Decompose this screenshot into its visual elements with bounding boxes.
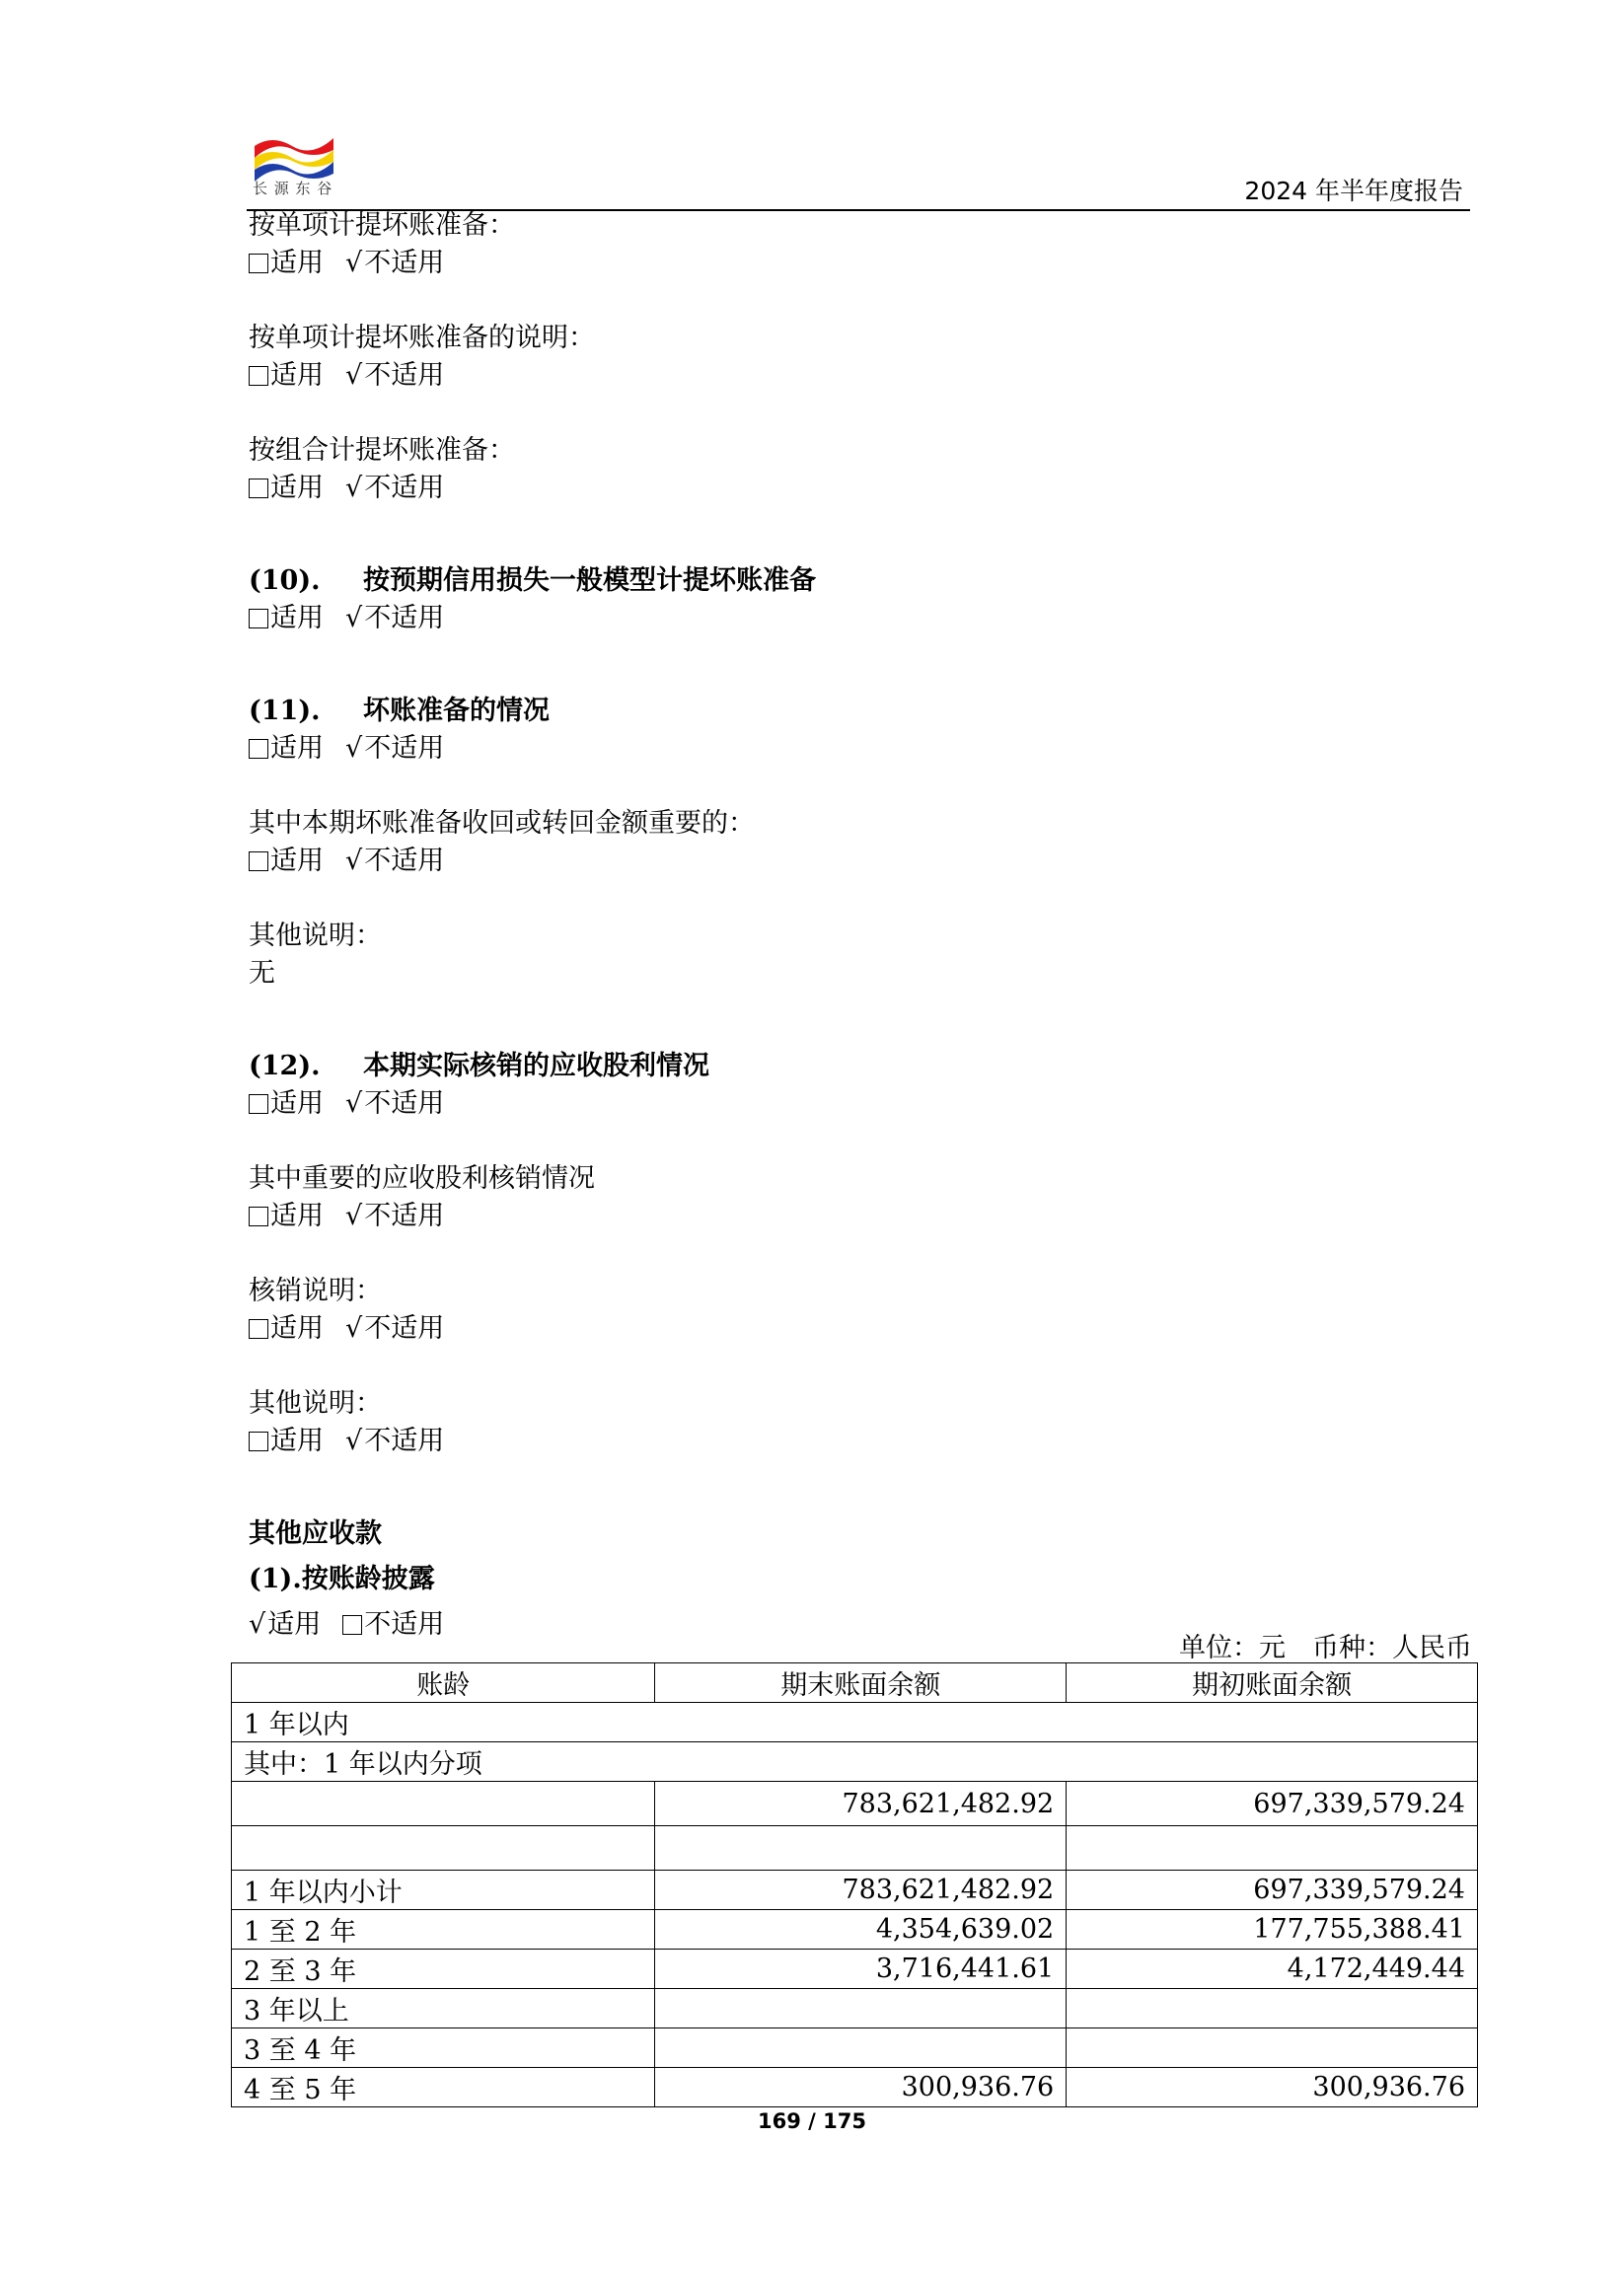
applicability-options [249, 1198, 1472, 1235]
table-cell-label: 其中：1 年以内分项 [232, 1742, 1478, 1782]
table-cell-ending [655, 1989, 1067, 2028]
table-row [232, 1871, 1478, 1910]
column-header-aging: 账龄 [232, 1663, 655, 1703]
checkbox-empty-icon [249, 609, 268, 628]
paragraph: 按组合计提坏账准备： [249, 435, 515, 466]
option-applicable: 适用 [249, 245, 324, 282]
checkmark-icon: √ [345, 1088, 363, 1119]
table-cell-label: 1 年以内小计 [232, 1871, 655, 1910]
table-cell-ending: 3,716,441.61 [655, 1950, 1067, 1989]
table-cell-beginning [1067, 2028, 1478, 2068]
checkmark-icon: √ [345, 1313, 363, 1344]
checkbox-empty-icon [249, 1094, 268, 1114]
option-not-applicable: √不适用 [345, 1310, 444, 1348]
table-cell-label [232, 1782, 655, 1826]
table-row [232, 1910, 1478, 1950]
option-applicable-checked: √适用 [249, 1606, 321, 1644]
paragraph: 其他说明： [249, 1388, 382, 1419]
section-heading-10: (10). 按预期信用损失一般模型计提坏账准备 [249, 565, 816, 596]
applicability-options [249, 730, 1472, 768]
checkbox-empty-icon [249, 851, 268, 871]
table-row [232, 1703, 1478, 1742]
option-applicable: 适用 [249, 600, 324, 637]
table-cell-ending: 783,621,482.92 [655, 1782, 1067, 1826]
option-not-applicable: √不适用 [345, 1198, 444, 1235]
table-cell-beginning [1067, 1989, 1478, 2028]
checkmark-icon: √ [345, 733, 363, 764]
option-not-applicable: √不适用 [345, 1085, 444, 1123]
paragraph: 其中本期坏账准备收回或转回金额重要的： [249, 808, 755, 839]
section-heading-12: (12). 本期实际核销的应收股利情况 [249, 1051, 709, 1081]
aging-table [231, 1662, 1478, 2107]
checkmark-icon: √ [345, 1426, 363, 1456]
applicability-options [249, 600, 1472, 637]
applicability-options [249, 1423, 1472, 1460]
table-cell-ending: 4,354,639.02 [655, 1910, 1067, 1950]
unit-currency-line: 单位：元 币种：人民币 [1179, 1633, 1472, 1663]
company-logo-text: 长 源 东 谷 [253, 180, 333, 197]
table-cell-label: 4 至 5 年 [232, 2068, 655, 2107]
table-cell-beginning: 177,755,388.41 [1067, 1910, 1478, 1950]
table-cell-beginning: 300,936.76 [1067, 2068, 1478, 2107]
paragraph: 按单项计提坏账准备： [249, 210, 515, 241]
checkmark-icon: √ [345, 360, 363, 391]
option-applicable: 适用 [249, 470, 324, 507]
table-cell-beginning: 697,339,579.24 [1067, 1871, 1478, 1910]
table-row [232, 2028, 1478, 2068]
table-cell-ending [655, 2028, 1067, 2068]
checkbox-empty-icon [342, 1615, 362, 1635]
applicability-options [249, 357, 1472, 395]
table-cell-ending: 783,621,482.92 [655, 1871, 1067, 1910]
applicability-options [249, 245, 1472, 282]
table-cell-beginning: 697,339,579.24 [1067, 1782, 1478, 1826]
section-title-other-receivables: 其他应收款 [249, 1518, 382, 1549]
option-not-applicable: √不适用 [345, 470, 444, 507]
table-cell-label: 2 至 3 年 [232, 1950, 655, 1989]
paragraph: 其中重要的应收股利核销情况 [249, 1163, 595, 1194]
paragraph: 核销说明： [249, 1276, 382, 1306]
table-row [232, 1826, 1478, 1871]
option-not-applicable: √不适用 [345, 357, 444, 395]
checkmark-icon: √ [345, 473, 363, 503]
subsection-aging-disclosure: (1).按账龄披露 [249, 1564, 435, 1594]
option-not-applicable: √不适用 [345, 730, 444, 768]
option-not-applicable: √不适用 [345, 1423, 444, 1460]
paragraph: 按单项计提坏账准备的说明： [249, 323, 595, 353]
table-cell-beginning: 4,172,449.44 [1067, 1950, 1478, 1989]
option-not-applicable: 不适用 [342, 1606, 444, 1644]
applicability-options [249, 1310, 1472, 1348]
report-title: 2024 年半年度报告 [1244, 177, 1463, 205]
checkmark-icon: √ [345, 1201, 363, 1231]
option-not-applicable: √不适用 [345, 600, 444, 637]
option-applicable: 适用 [249, 1423, 324, 1460]
applicability-options [249, 1085, 1472, 1123]
option-not-applicable: √不适用 [345, 843, 444, 880]
page-content [249, 207, 1472, 1644]
column-header-ending-balance: 期末账面余额 [655, 1663, 1067, 1703]
column-header-beginning-balance: 期初账面余额 [1067, 1663, 1478, 1703]
table-cell-label: 3 至 4 年 [232, 2028, 655, 2068]
table-cell-label: 1 年以内 [232, 1703, 1478, 1742]
option-applicable: 适用 [249, 357, 324, 395]
option-applicable: 适用 [249, 1198, 324, 1235]
table-row [232, 1742, 1478, 1782]
checkbox-empty-icon [249, 254, 268, 273]
checkmark-icon: √ [249, 1609, 266, 1640]
checkbox-empty-icon [249, 479, 268, 498]
checkmark-icon: √ [345, 846, 363, 876]
table-cell-ending: 300,936.76 [655, 2068, 1067, 2107]
checkbox-empty-icon [249, 739, 268, 759]
table-row [232, 1950, 1478, 1989]
checkbox-empty-icon [249, 1319, 268, 1339]
table-cell-beginning [1067, 1826, 1478, 1871]
table-header-row [232, 1663, 1478, 1703]
table-cell-label: 3 年以上 [232, 1989, 655, 2028]
applicability-options [249, 843, 1472, 880]
option-applicable: 适用 [249, 843, 324, 880]
table-row [232, 1989, 1478, 2028]
checkbox-empty-icon [249, 1432, 268, 1451]
section-heading-11: (11). 坏账准备的情况 [249, 696, 550, 726]
checkmark-icon: √ [345, 248, 363, 278]
page-number: 169 / 175 [758, 2109, 866, 2133]
option-applicable: 适用 [249, 1085, 324, 1123]
table-cell-label: 1 至 2 年 [232, 1910, 655, 1950]
checkbox-empty-icon [249, 1207, 268, 1226]
paragraph: 其他说明： [249, 921, 382, 951]
table-row [232, 2068, 1478, 2107]
checkbox-empty-icon [249, 366, 268, 386]
table-cell-label [232, 1826, 655, 1871]
table-cell-ending [655, 1826, 1067, 1871]
applicability-options [249, 470, 1472, 507]
option-applicable: 适用 [249, 1310, 324, 1348]
option-applicable: 适用 [249, 730, 324, 768]
option-not-applicable: √不适用 [345, 245, 444, 282]
checkmark-icon: √ [345, 603, 363, 633]
paragraph-value: 无 [249, 958, 275, 989]
table-row [232, 1782, 1478, 1826]
